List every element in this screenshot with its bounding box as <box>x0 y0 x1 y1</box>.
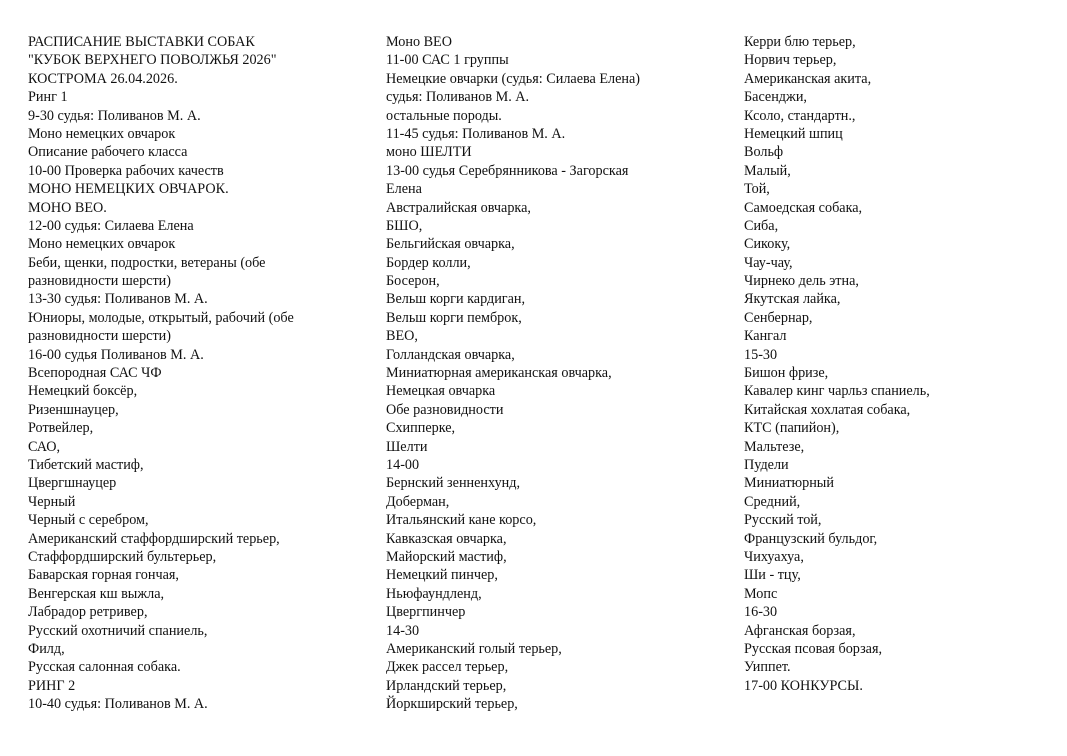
schedule-line: Беби, щенки, подростки, ветераны (обе <box>28 254 266 271</box>
schedule-line: Описание рабочего класса <box>28 144 188 161</box>
schedule-line: Сиба, <box>744 217 779 234</box>
schedule-line: 15-30 <box>744 346 778 363</box>
schedule-line: Миниатюрный <box>744 475 834 492</box>
schedule-line: Шелти <box>386 438 428 455</box>
schedule-line: Самоедская собака, <box>744 199 863 216</box>
schedule-line: КТС (папийон), <box>744 420 840 437</box>
schedule-line: Уиппет. <box>744 659 791 676</box>
schedule-line: Ирландский терьер, <box>386 677 507 694</box>
schedule-line: Чихуахуа, <box>744 548 804 565</box>
schedule-line: Мальтезе, <box>744 438 805 455</box>
schedule-line: "КУБОК ВЕРХНЕГО ПОВОЛЖЬЯ 2026" <box>28 52 277 69</box>
schedule-line: Немецкий боксёр, <box>28 383 138 400</box>
schedule-line: Елена <box>386 181 422 198</box>
schedule-line: Керри блю терьер, <box>744 34 856 50</box>
schedule-line: Американский голый терьер, <box>386 640 562 657</box>
schedule-line: Босерон, <box>386 273 440 290</box>
schedule-line: 11-45 судья: Поливанов М. А. <box>386 125 566 142</box>
schedule-line: Сикоку, <box>744 236 791 253</box>
schedule-line: Сенбернар, <box>744 309 813 326</box>
schedule-line: Немецкие овчарки (судья: Силаева Елена) <box>386 70 641 87</box>
schedule-column-1 <box>28 33 368 713</box>
schedule-line: Голландская овчарка, <box>386 346 515 363</box>
schedule-line: Средний, <box>744 493 801 510</box>
schedule-line: 14-00 <box>386 456 420 473</box>
schedule-line: Бишон фризе, <box>744 365 829 382</box>
schedule-line: Филд, <box>28 640 65 657</box>
schedule-line: Бернский зенненхунд, <box>386 475 521 492</box>
schedule-line: Лабрадор ретривер, <box>28 604 148 621</box>
schedule-line: Моно ВЕО <box>386 34 452 50</box>
schedule-line: Цвергшнауцер <box>28 475 117 492</box>
schedule-line: Черный с серебром, <box>28 512 149 529</box>
schedule-line: Вольф <box>744 144 784 161</box>
schedule-line: Немецкий шпиц <box>744 125 843 142</box>
schedule-line: Всепородная САС ЧФ <box>28 365 162 382</box>
schedule-line: Доберман, <box>386 493 450 510</box>
schedule-line: 10-00 Проверка рабочих качеств <box>28 162 224 179</box>
schedule-line: Кавказская овчарка, <box>386 530 507 547</box>
schedule-line: 17-00 КОНКУРСЫ. <box>744 677 863 694</box>
schedule-line: Йоркширский терьер, <box>386 696 518 713</box>
schedule-line: разновидности шерсти) <box>28 273 171 290</box>
schedule-line: Баварская горная гончая, <box>28 567 179 584</box>
schedule-line: Русский охотничий спаниель, <box>28 622 208 639</box>
schedule-line: Майорский мастиф, <box>386 548 507 565</box>
schedule-line: БШО, <box>386 217 423 234</box>
schedule-line: Кавалер кинг чарльз спаниель, <box>744 383 930 400</box>
schedule-line: Миниатюрная американская овчарка, <box>386 365 612 382</box>
schedule-line: Моно немецких овчарок <box>28 125 176 142</box>
schedule-line: Немецкая овчарка <box>386 383 496 400</box>
schedule-line: 16-00 судья Поливанов М. А. <box>28 346 204 363</box>
schedule-line: ВЕО, <box>386 328 418 345</box>
schedule-line: 16-30 <box>744 604 778 621</box>
schedule-line: Той, <box>744 181 770 198</box>
schedule-line: Бордер колли, <box>386 254 471 271</box>
schedule-line: Американская акита, <box>744 70 872 87</box>
schedule-line: моно ШЕЛТИ <box>386 144 472 161</box>
schedule-line: Чирнеко дель этна, <box>744 273 859 290</box>
schedule-line: 11-00 САС 1 группы <box>386 52 509 69</box>
schedule-line: КОСТРОМА 26.04.2026. <box>28 70 178 87</box>
schedule-line: Французский бульдог, <box>744 530 878 547</box>
schedule-line: 9-30 судья: Поливанов М. А. <box>28 107 201 124</box>
schedule-line: Немецкий пинчер, <box>386 567 498 584</box>
schedule-line: Афганская борзая, <box>744 622 856 639</box>
schedule-line: Мопс <box>744 585 778 602</box>
schedule-line: 13-30 судья: Поливанов М. А. <box>28 291 208 308</box>
schedule-column-2 <box>386 33 726 713</box>
schedule-line: Чау-чау, <box>744 254 793 271</box>
schedule-line: Схипперке, <box>386 420 456 437</box>
schedule-line: Стаффордширский бультерьер, <box>28 548 217 565</box>
schedule-line: 14-30 <box>386 622 420 639</box>
schedule-line: 13-00 судья Серебрянникова - Загорская <box>386 162 629 179</box>
schedule-line: Русская псовая борзая, <box>744 640 883 657</box>
schedule-column-3 <box>744 33 1064 695</box>
schedule-line: Китайская хохлатая собака, <box>744 401 911 418</box>
schedule-line: МОНО ВЕО. <box>28 199 107 216</box>
schedule-line: САО, <box>28 438 61 455</box>
schedule-line: Джек рассел терьер, <box>386 659 509 676</box>
schedule-line: Вельш корги пемброк, <box>386 309 522 326</box>
schedule-line: Русская салонная собака. <box>28 659 181 676</box>
schedule-line: РАСПИСАНИЕ ВЫСТАВКИ СОБАК <box>28 34 255 50</box>
schedule-line: Ризеншнауцер, <box>28 401 119 418</box>
schedule-line: Обе разновидности <box>386 401 504 418</box>
schedule-line: Норвич терьер, <box>744 52 837 69</box>
schedule-line: Ротвейлер, <box>28 420 94 437</box>
schedule-line: судья: Поливанов М. А. <box>386 89 530 106</box>
schedule-line: Вельш корги кардиган, <box>386 291 526 308</box>
schedule-line: Ньюфаундленд, <box>386 585 482 602</box>
schedule-line: Русский той, <box>744 512 822 529</box>
schedule-line: Американский стаффордширский терьер, <box>28 530 280 547</box>
schedule-line: Тибетский мастиф, <box>28 456 144 473</box>
schedule-line: Малый, <box>744 162 791 179</box>
schedule-line: Черный <box>28 493 76 510</box>
schedule-line: Цвергпинчер <box>386 604 466 621</box>
schedule-line: Ши - тцу, <box>744 567 801 584</box>
schedule-line: Австралийская овчарка, <box>386 199 531 216</box>
schedule-line: Ксоло, стандартн., <box>744 107 856 124</box>
schedule-line: Моно немецких овчарок <box>28 236 176 253</box>
schedule-line: Итальянский кане корсо, <box>386 512 537 529</box>
schedule-line: Юниоры, молодые, открытый, рабочий (обе <box>28 309 294 326</box>
schedule-line: Якутская лайка, <box>744 291 841 308</box>
schedule-line: разновидности шерсти) <box>28 328 171 345</box>
schedule-line: Басенджи, <box>744 89 807 106</box>
schedule-line: Венгерская кш выжла, <box>28 585 165 602</box>
schedule-line: Бельгийская овчарка, <box>386 236 515 253</box>
schedule-line: Ринг 1 <box>28 89 68 106</box>
schedule-line: 12-00 судья: Силаева Елена <box>28 217 194 234</box>
schedule-line: 10-40 судья: Поливанов М. А. <box>28 696 208 713</box>
schedule-line: МОНО НЕМЕЦКИХ ОВЧАРОК. <box>28 181 229 198</box>
schedule-line: РИНГ 2 <box>28 677 76 694</box>
schedule-line: Кангал <box>744 328 787 345</box>
schedule-line: Пудели <box>744 456 789 473</box>
schedule-line: остальные породы. <box>386 107 502 124</box>
